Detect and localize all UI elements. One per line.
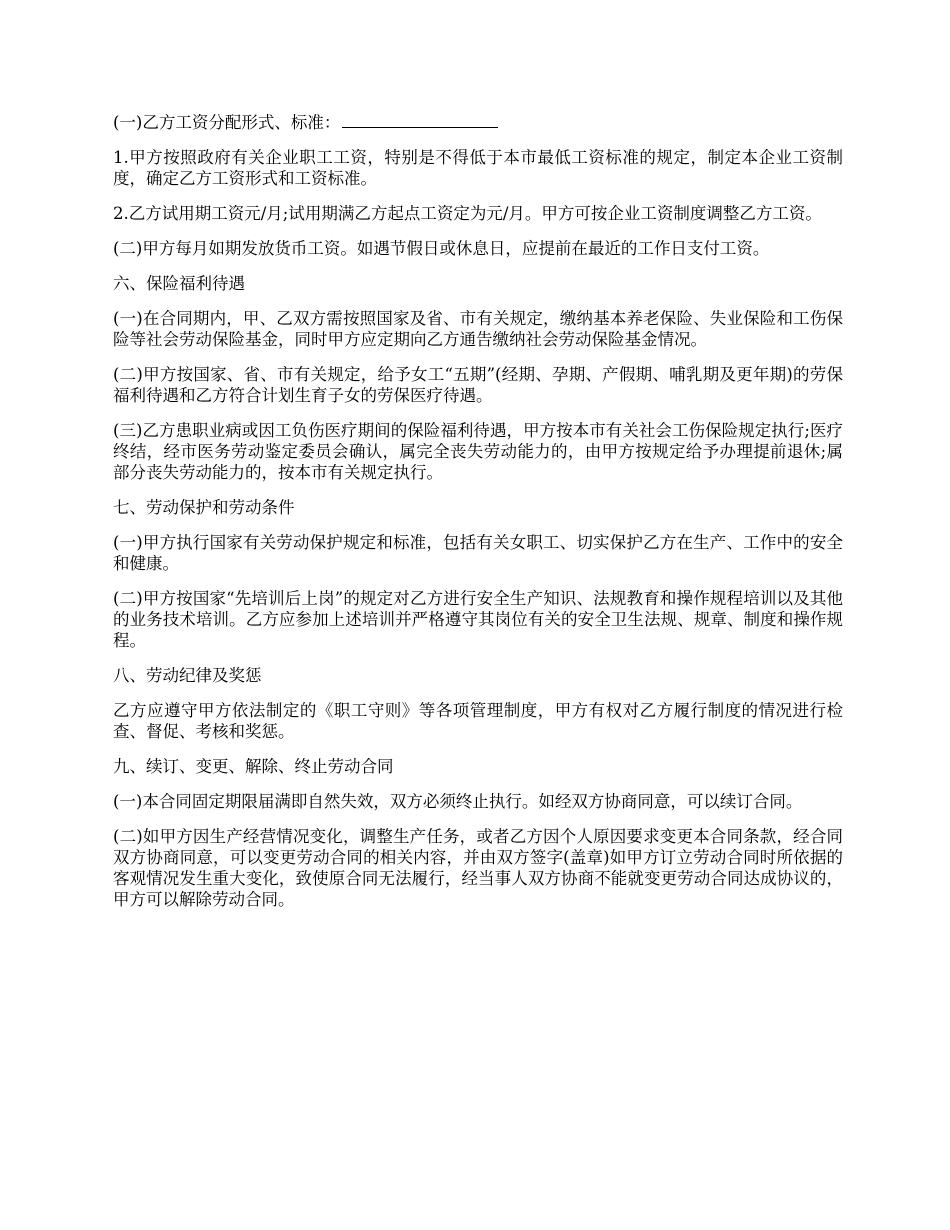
- paragraph-wage-form: [113, 112, 843, 133]
- paragraph: 乙方应遵守甲方依法制定的《职工守则》等各项管理制度，甲方有权对乙方履行制度的情况进行检查、督促、考核和奖惩。: [113, 701, 843, 741]
- fill-in-blank-line: [342, 112, 498, 128]
- paragraph-text: (一)乙方工资分配形式、标准：: [113, 113, 341, 132]
- paragraph: (二)甲方每月如期发放货币工资。如遇节假日或休息日，应提前在最近的工作日支付工资。: [113, 239, 770, 258]
- section-heading: 八、劳动纪律及奖惩: [113, 666, 262, 685]
- paragraph: (一)本合同固定期限届满即自然失效，双方必须终止执行。如经双方协商同意，可以续订合同。: [113, 792, 803, 811]
- paragraph: 2.乙方试用期工资元/月;试用期满乙方起点工资定为元/月。甲方可按企业工资制度调整乙方工资。: [113, 204, 822, 223]
- paragraph: 1.甲方按照政府有关企业职工工资，特别是不得低于本市最低工资标准的规定，制定本企业工资制度，确定乙方工资形式和工资标准。: [113, 148, 843, 188]
- section-heading: 九、续订、变更、解除、终止劳动合同: [113, 757, 394, 776]
- paragraph: (二)如甲方因生产经营情况变化，调整生产任务，或者乙方因个人原因要求变更本合同条款，经合同双方协商同意，可以变更劳动合同的相关内容，并由双方签字(盖章)如甲方订立劳动合同时所依据的客观情况发生重大变化，致使原合同无法履行，经当事人双方协商不能就变更劳动合同达成协议的，甲方可以解除劳动合同。: [113, 827, 843, 909]
- paragraph: (二)甲方按国家“先培训后上岗”的规定对乙方进行安全生产知识、法规教育和操作规程培训以及其他的业务技术培训。乙方应参加上述培训并严格遵守其岗位有关的安全卫生法规、规章、制度和操作规程。: [113, 589, 843, 650]
- document-body: [113, 112, 843, 924]
- section-heading: 七、劳动保护和劳动条件: [113, 498, 295, 517]
- paragraph: (一)在合同期内，甲、乙双方需按照国家及省、市有关规定，缴纳基本养老保险、失业保险和工伤保险等社会劳动保险基金，同时甲方应定期向乙方通告缴纳社会劳动保险基金情况。: [113, 309, 843, 349]
- paragraph: (二)甲方按国家、省、市有关规定，给予女工“五期”(经期、孕期、产假期、哺乳期及更年期)的劳保福利待遇和乙方符合计划生育子女的劳保医疗待遇。: [113, 365, 843, 405]
- paragraph: (三)乙方患职业病或因工负伤医疗期间的保险福利待遇，甲方按本市有关社会工伤保险规定执行;医疗终结，经市医务劳动鉴定委员会确认，属完全丧失劳动能力的，由甲方按规定给予办理提前退休;属部分丧失劳动能力的，按本市有关规定执行。: [113, 421, 843, 482]
- section-heading: 六、保险福利待遇: [113, 274, 245, 293]
- paragraph: (一)甲方执行国家有关劳动保护规定和标准，包括有关女职工、切实保护乙方在生产、工作中的安全和健康。: [113, 533, 843, 573]
